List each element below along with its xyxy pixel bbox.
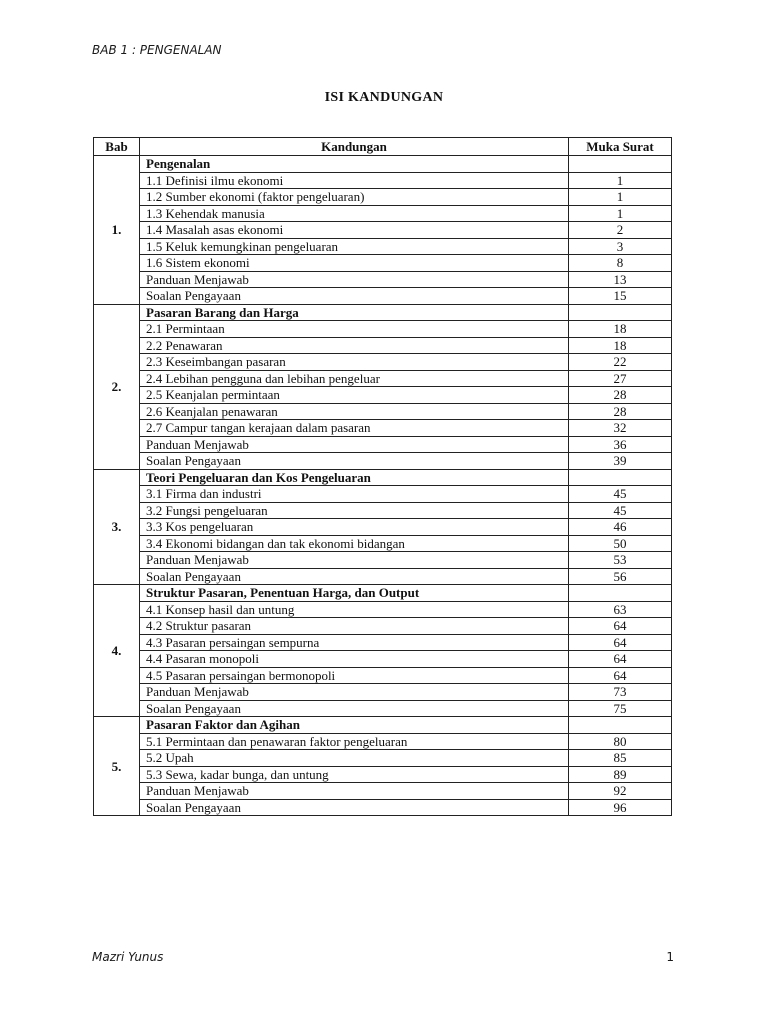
table-row — [94, 733, 672, 750]
table-row — [94, 420, 672, 437]
content-item: 1.6 Sistem ekonomi — [140, 255, 569, 272]
page-number: 1 — [569, 189, 672, 206]
table-row — [94, 684, 672, 701]
table-row — [94, 502, 672, 519]
page-number: 63 — [569, 601, 672, 618]
content-item: Panduan Menjawab — [140, 271, 569, 288]
chapter-heading-page — [569, 304, 672, 321]
table-row — [94, 271, 672, 288]
table-row — [94, 403, 672, 420]
page-number: 27 — [569, 370, 672, 387]
chapter-heading-row — [94, 585, 672, 602]
page-number: 3 — [569, 238, 672, 255]
content-item: Panduan Menjawab — [140, 684, 569, 701]
chapter-heading: Struktur Pasaran, Penentuan Harga, dan Output — [140, 585, 569, 602]
page-number: 50 — [569, 535, 672, 552]
content-item: 4.1 Konsep hasil dan untung — [140, 601, 569, 618]
page-number: 28 — [569, 387, 672, 404]
table-row — [94, 519, 672, 536]
table-row — [94, 453, 672, 470]
header-kandungan: Kandungan — [140, 138, 569, 156]
table-row — [94, 766, 672, 783]
content-item: 1.3 Kehendak manusia — [140, 205, 569, 222]
table-row — [94, 535, 672, 552]
header-muka-surat: Muka Surat — [569, 138, 672, 156]
page-number: 64 — [569, 667, 672, 684]
content-item: 3.1 Firma dan industri — [140, 486, 569, 503]
chapter-number: 2. — [94, 304, 140, 469]
page-number: 39 — [569, 453, 672, 470]
table-row — [94, 238, 672, 255]
table-header-row — [94, 138, 672, 156]
page-number: 8 — [569, 255, 672, 272]
table-row — [94, 255, 672, 272]
chapter-heading-row — [94, 156, 672, 173]
table-row — [94, 700, 672, 717]
page-number: 92 — [569, 783, 672, 800]
content-item: Soalan Pengayaan — [140, 288, 569, 305]
page-number: 1 — [569, 205, 672, 222]
content-item: 3.4 Ekonomi bidangan dan tak ekonomi bidangan — [140, 535, 569, 552]
table-row — [94, 172, 672, 189]
page-number: 75 — [569, 700, 672, 717]
content-item: Soalan Pengayaan — [140, 700, 569, 717]
chapter-number: 5. — [94, 717, 140, 816]
table-row — [94, 552, 672, 569]
page-number: 15 — [569, 288, 672, 305]
header-bab: Bab — [94, 138, 140, 156]
footer-author: Mazri Yunus — [92, 950, 164, 964]
chapter-heading-row — [94, 304, 672, 321]
content-item: 4.3 Pasaran persaingan sempurna — [140, 634, 569, 651]
page-number: 53 — [569, 552, 672, 569]
content-item: 5.2 Upah — [140, 750, 569, 767]
page-number: 96 — [569, 799, 672, 816]
table-row — [94, 387, 672, 404]
content-item: 4.4 Pasaran monopoli — [140, 651, 569, 668]
table-row — [94, 337, 672, 354]
content-item: Panduan Menjawab — [140, 436, 569, 453]
content-item: 3.2 Fungsi pengeluaran — [140, 502, 569, 519]
table-row — [94, 222, 672, 239]
table-row — [94, 651, 672, 668]
content-item: 1.2 Sumber ekonomi (faktor pengeluaran) — [140, 189, 569, 206]
page-number: 18 — [569, 337, 672, 354]
chapter-number: 3. — [94, 469, 140, 585]
footer-page-number: 1 — [666, 950, 674, 964]
contents-table — [93, 137, 672, 816]
content-item: 1.1 Definisi ilmu ekonomi — [140, 172, 569, 189]
content-item: 3.3 Kos pengeluaran — [140, 519, 569, 536]
chapter-heading: Pasaran Barang dan Harga — [140, 304, 569, 321]
chapter-heading: Teori Pengeluaran dan Kos Pengeluaran — [140, 469, 569, 486]
chapter-heading-page — [569, 469, 672, 486]
table-row — [94, 634, 672, 651]
page-header: BAB 1 : PENGENALAN — [92, 43, 222, 57]
page-number: 1 — [569, 172, 672, 189]
content-item: 2.2 Penawaran — [140, 337, 569, 354]
table-row — [94, 436, 672, 453]
table-row — [94, 783, 672, 800]
content-item: 2.6 Keanjalan penawaran — [140, 403, 569, 420]
content-item: 4.2 Struktur pasaran — [140, 618, 569, 635]
table-row — [94, 667, 672, 684]
chapter-heading: Pengenalan — [140, 156, 569, 173]
page-number: 64 — [569, 634, 672, 651]
table-row — [94, 321, 672, 338]
chapter-heading-row — [94, 717, 672, 734]
content-item: 1.4 Masalah asas ekonomi — [140, 222, 569, 239]
page-number: 45 — [569, 486, 672, 503]
content-item: Panduan Menjawab — [140, 783, 569, 800]
content-item: 5.1 Permintaan dan penawaran faktor pengeluaran — [140, 733, 569, 750]
chapter-heading: Pasaran Faktor dan Agihan — [140, 717, 569, 734]
page-number: 80 — [569, 733, 672, 750]
table-row — [94, 370, 672, 387]
page-number: 73 — [569, 684, 672, 701]
table-row — [94, 189, 672, 206]
content-item: Soalan Pengayaan — [140, 799, 569, 816]
content-item: 2.1 Permintaan — [140, 321, 569, 338]
page-number: 13 — [569, 271, 672, 288]
page-number: 64 — [569, 618, 672, 635]
page-number: 45 — [569, 502, 672, 519]
page-number: 22 — [569, 354, 672, 371]
document-title: ISI KANDUNGAN — [324, 90, 444, 105]
chapter-heading-page — [569, 156, 672, 173]
table-row — [94, 568, 672, 585]
content-item: 2.7 Campur tangan kerajaan dalam pasaran — [140, 420, 569, 437]
table-row — [94, 354, 672, 371]
page-number: 46 — [569, 519, 672, 536]
content-item: 4.5 Pasaran persaingan bermonopoli — [140, 667, 569, 684]
page-number: 85 — [569, 750, 672, 767]
page-number: 2 — [569, 222, 672, 239]
page-number: 28 — [569, 403, 672, 420]
table-row — [94, 486, 672, 503]
chapter-heading-row — [94, 469, 672, 486]
table-row — [94, 799, 672, 816]
page-number: 18 — [569, 321, 672, 338]
content-item: 2.3 Keseimbangan pasaran — [140, 354, 569, 371]
chapter-heading-page — [569, 585, 672, 602]
content-item: 5.3 Sewa, kadar bunga, dan untung — [140, 766, 569, 783]
content-item: 2.4 Lebihan pengguna dan lebihan pengeluar — [140, 370, 569, 387]
content-item: Panduan Menjawab — [140, 552, 569, 569]
table-row — [94, 205, 672, 222]
contents-body — [94, 156, 672, 816]
chapter-number: 1. — [94, 156, 140, 305]
chapter-number: 4. — [94, 585, 140, 717]
page-number: 36 — [569, 436, 672, 453]
table-row — [94, 288, 672, 305]
page-number: 64 — [569, 651, 672, 668]
content-item: Soalan Pengayaan — [140, 453, 569, 470]
table-row — [94, 750, 672, 767]
page-number: 56 — [569, 568, 672, 585]
content-item: Soalan Pengayaan — [140, 568, 569, 585]
table-row — [94, 618, 672, 635]
page-number: 32 — [569, 420, 672, 437]
table-row — [94, 601, 672, 618]
content-item: 1.5 Keluk kemungkinan pengeluaran — [140, 238, 569, 255]
chapter-heading-page — [569, 717, 672, 734]
page-number: 89 — [569, 766, 672, 783]
content-item: 2.5 Keanjalan permintaan — [140, 387, 569, 404]
